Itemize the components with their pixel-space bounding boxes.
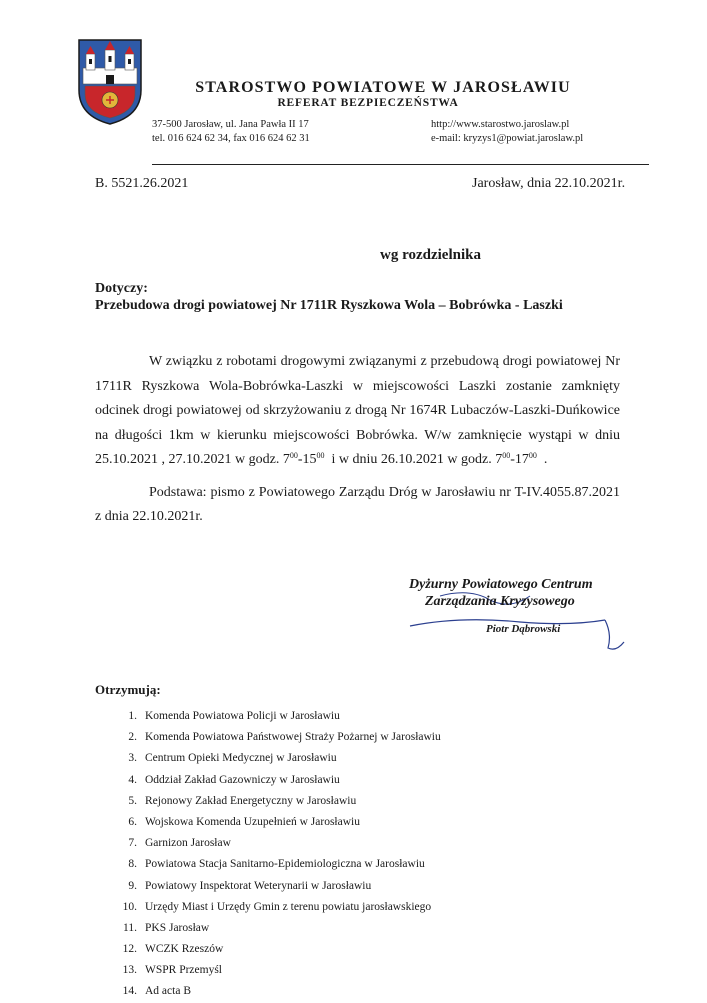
subject-label: Dotyczy: [95, 281, 148, 296]
address-line: 37-500 Jarosław, ul. Jana Pawła II 17 [152, 119, 309, 130]
website-link[interactable]: http://www.starostwo.jaroslaw.pl [431, 119, 570, 130]
list-item [95, 918, 441, 939]
body-text: W związku z robotami drogowymi związanymi z przebudową drogi powiatowej Nr 1711R Ryszkowa Wola-Bobrówka-Laszki w miejscowości Laszki zostanie zamknięty odcinek drogi powiatowej od skrzyżowaniu z drogą Nr 1674R Lubaczów-Laszki-Duńkowice na długości 1km w kierunku miejscowości Bobrówka. W/w zamknięcie wystąpi w dniu 25.10.2021 , 27.10.2021 w godz. [95, 354, 620, 467]
list-item [95, 981, 441, 1002]
list-item-text: Wojskowa Komenda Uzupełnień w Jarosławiu [145, 815, 360, 828]
list-item [95, 770, 441, 791]
list-item [95, 897, 441, 918]
department-name: REFERAT BEZPIECZEŃSTWA [277, 97, 459, 109]
address-block [152, 118, 310, 146]
institution-name: STAROSTWO POWIATOWE W JAROSŁAWIU [195, 79, 571, 96]
list-item-text: Centrum Opieki Medycznej w Jarosławiu [145, 752, 337, 765]
list-item [95, 876, 441, 897]
coat-of-arms-icon [77, 38, 143, 126]
list-item-text: WSPR Przemyśl [145, 964, 222, 977]
list-item [95, 833, 441, 854]
list-item-number: 8. [128, 858, 137, 871]
list-item-text: Komenda Powiatowa Państwowej Straży Pożarnej w Jarosławiu [145, 731, 441, 744]
time-range-2: $7^{00}-17^{00}$ [495, 451, 537, 467]
subject-title: Przebudowa drogi powiatowej Nr 1711R Ryszkowa Wola – Bobrówka - Laszki [95, 298, 563, 313]
body-text: . [543, 452, 548, 467]
list-item-number: 2. [128, 731, 137, 744]
list-item-text: Powiatowy Inspektorat Weterynarii w Jarosławiu [145, 879, 372, 892]
list-item-text: WCZK Rzeszów [145, 943, 224, 956]
time-hour: 15 [302, 452, 317, 467]
time-range-1: $7^{00}-15^{00}$ [282, 451, 325, 467]
email-link[interactable]: e-mail: kryzys1@powiat.jaroslaw.pl [431, 133, 584, 144]
list-item-number: 13. [122, 964, 137, 977]
list-item-number: 11. [123, 921, 137, 934]
list-item [95, 706, 441, 727]
list-item-number: 12. [122, 943, 137, 956]
list-item-number: 5. [128, 794, 137, 807]
time-hour: 17 [514, 452, 529, 467]
distribution-list [95, 706, 441, 1003]
time-minutes: 00 [528, 451, 537, 460]
list-item-text: Garnizon Jarosław [145, 837, 231, 850]
recipient: wg rozdzielnika [380, 247, 481, 263]
list-item-text: Ad acta B [145, 985, 191, 998]
letter-body [95, 350, 620, 530]
list-item-number: 3. [128, 752, 137, 765]
list-item-text: Komenda Powiatowa Policji w Jarosławiu [145, 710, 340, 722]
list-item [95, 812, 441, 833]
list-item [95, 791, 441, 812]
list-item-number: 4. [128, 773, 137, 786]
reference-number: B. 5521.26.2021 [95, 176, 189, 191]
time-hour: 7 [282, 452, 290, 467]
header-divider [152, 164, 649, 165]
list-item-text: Rejonowy Zakład Energetyczny w Jarosławiu [145, 794, 357, 807]
list-item-number: 1. [128, 710, 137, 722]
body-text: i w dniu 26.10.2021 w godz. [331, 452, 492, 467]
time-minutes: 00 [289, 451, 298, 460]
list-item-number: 14. [122, 985, 137, 998]
list-item [95, 727, 441, 748]
distribution-label: Otrzymują: [95, 682, 161, 697]
list-item-number: 7. [128, 837, 137, 850]
contact-block [431, 118, 583, 146]
body-paragraph [95, 350, 620, 473]
list-item [95, 854, 441, 875]
time-minutes: 00 [316, 451, 325, 460]
list-item-text: Oddział Zakład Gazowniczy w Jarosławiu [145, 773, 340, 786]
list-item [95, 960, 441, 981]
list-item-text: PKS Jarosław [145, 921, 210, 934]
basis-paragraph: Podstawa: pismo z Powiatowego Zarządu Dróg w Jarosławiu nr T-IV.4055.87.2021 z dnia 22.10.2021r. [95, 484, 620, 524]
time-minutes: 00 [502, 451, 511, 460]
signatory-name: Piotr Dąbrowski [486, 623, 561, 635]
list-item-number: 9. [128, 879, 137, 892]
signatory-title-line2: Zarządzania Kryzysowego [425, 594, 575, 609]
list-item-text: Powiatowa Stacja Sanitarno-Epidemiologiczna w Jarosławiu [145, 858, 425, 871]
place-date: Jarosław, dnia 22.10.2021r. [472, 176, 626, 191]
signatory-title-line1: Dyżurny Powiatowego Centrum [409, 577, 593, 592]
list-item-text: Urzędy Miast i Urzędy Gmin z terenu powiatu jarosławskiego [145, 900, 432, 913]
list-item [95, 939, 441, 960]
phone-line: tel. 016 624 62 34, fax 016 624 62 31 [152, 133, 310, 144]
list-item-number: 6. [128, 815, 137, 828]
time-hour: 7 [495, 452, 503, 467]
list-item-number: 10. [122, 900, 137, 913]
list-item [95, 748, 441, 769]
